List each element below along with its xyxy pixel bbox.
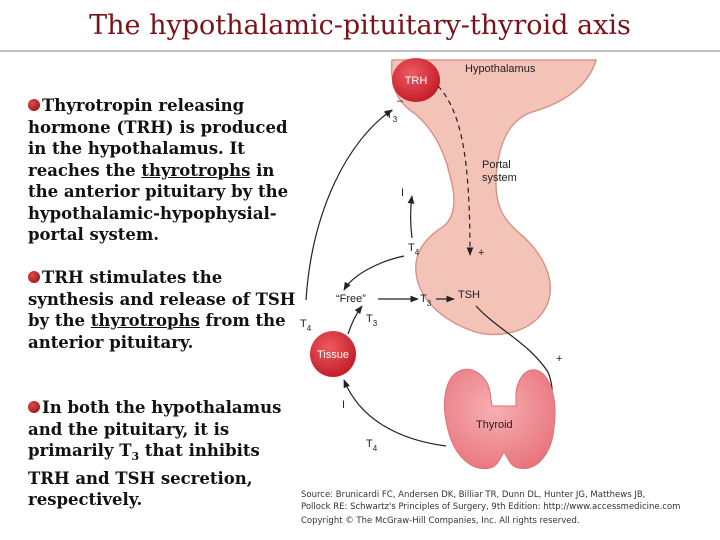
t4-bottom-label: $T_4$ <box>366 438 378 453</box>
source-line-1: Source: Brunicardi FC, Andersen DK, Billiar TR, Dunn DL, Hunter JG, Matthews JB, <box>301 490 646 500</box>
free-label: “Free” <box>336 293 366 305</box>
plus-mid: + <box>478 247 485 259</box>
t3-tissue-label: $T_3$ <box>366 313 378 328</box>
trh-label: TRH <box>404 75 428 87</box>
minus-top: – <box>397 95 404 107</box>
t3-mid-label: $T_3$ <box>420 293 432 308</box>
bullet-2-text-b: from the anterior pituitary. <box>28 311 286 352</box>
t4-left-label: $T_4$ <box>300 318 312 333</box>
thyroid-to-tissue-arrow <box>344 380 446 446</box>
t3-feedback-hypothalamus-arrow <box>306 110 392 300</box>
bullet-1-text-a: Thyrotropin releasing hormone (TRH) is produced in the hypothalamus. It reaches the <box>28 96 288 180</box>
t4-mid-label: $T_4$ <box>408 242 420 257</box>
plus-bottom: + <box>556 353 563 365</box>
tissue-to-free-arrow <box>348 306 362 334</box>
inhibit-bottom-label: I <box>342 399 346 411</box>
bullet-3-text-a: In both the hypothalamus and the pituitary, it is primarily T <box>28 398 282 460</box>
system-label: system <box>482 172 517 184</box>
bullet-2-text-a: TRH stimulates the synthesis and release of TSH by the <box>28 268 296 330</box>
t3-top-label: $T_3$ <box>386 109 398 124</box>
inhibit-arrow <box>411 196 413 238</box>
copyright-line: Copyright © The McGraw-Hill Companies, Inc. All rights reserved. <box>301 516 580 526</box>
bullet-1-term: thyrotrophs <box>141 160 251 180</box>
source-line-2: Pollock RE: Schwartz's Principles of Surgery, 9th Edition: http://www.accessmedicine.com <box>301 502 681 512</box>
hypothalamus-label: Hypothalamus <box>465 63 536 75</box>
bullet-3-text-b: that inhibits TRH and TSH secretion, respectively. <box>28 441 260 509</box>
bullet-2-term: thyrotrophs <box>90 311 200 330</box>
t4-to-free-arrow <box>344 256 404 290</box>
bullet-1-text-b: in the anterior pituitary by the hypothalamic-hypophysial-portal system. <box>28 160 289 244</box>
thyroid-label: Thyroid <box>476 419 513 431</box>
inhibit-label: I <box>401 187 405 199</box>
tissue-label: Tissue <box>317 349 349 361</box>
tsh-label: TSH <box>458 289 480 301</box>
portal-label: Portal <box>482 159 511 171</box>
bullet-3-sub: 3 <box>131 450 140 463</box>
slide-title: The hypothalamic-pituitary-thyroid axis <box>89 10 631 41</box>
